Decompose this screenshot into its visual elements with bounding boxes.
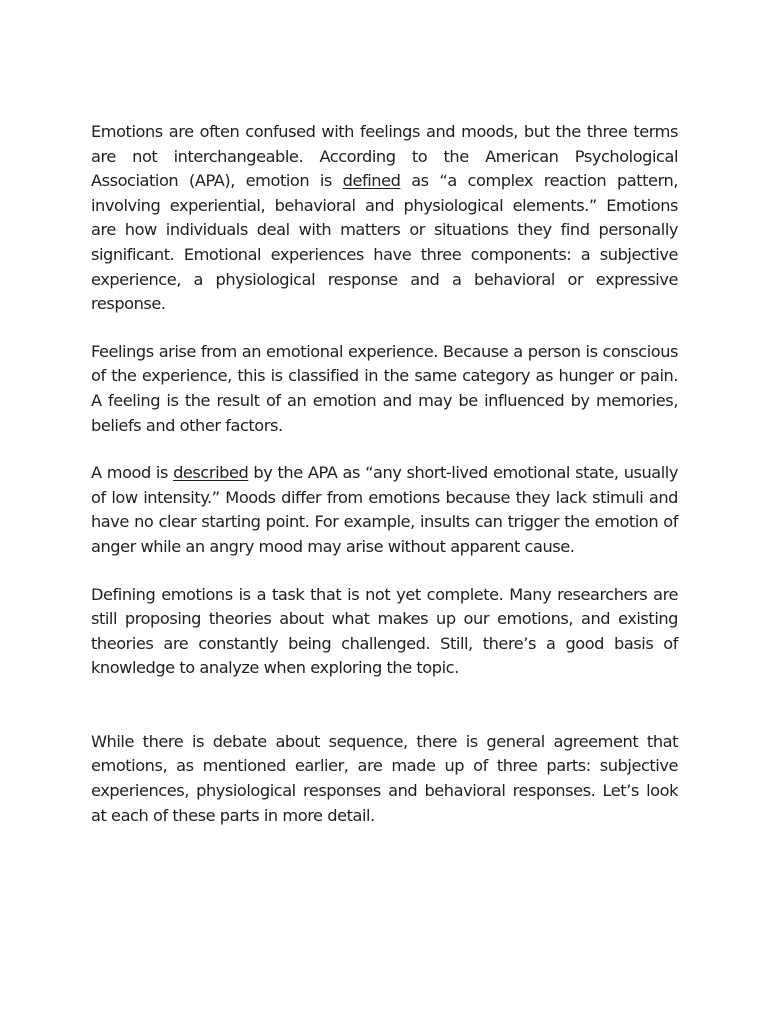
paragraph-text: Emotions are often confused with feelings and moods, but the three terms are not interchangeable. According to the American Psychological Association (APA), emotion is bbox=[91, 122, 678, 191]
document-body bbox=[91, 120, 678, 851]
paragraph-text: Feelings arise from an emotional experience. Because a person is conscious of the experience, this is classified in the same category as hunger or pain. A feeling is the result of an emotion and may be influenced by memories, beliefs and other factors. bbox=[91, 341, 678, 435]
defined-link[interactable]: defined bbox=[342, 171, 401, 191]
paragraph-text: A mood is bbox=[91, 463, 174, 483]
paragraph-text: While there is debate about sequence, there is general agreement that emotions, as mentioned earlier, are made up of three parts: subjective experiences, physiological responses and behavioral responses. Let’s look at each of these parts in more detail. bbox=[91, 731, 678, 825]
paragraph-three-parts bbox=[91, 730, 678, 828]
paragraph-defining-emotions bbox=[91, 583, 678, 681]
paragraph-emotions-definition bbox=[91, 120, 678, 317]
paragraph-text: Defining emotions is a task that is not yet complete. Many researchers are still proposing theories about what makes up our emotions, and existing theories are constantly being challenged. Still, there’s a good basis of knowledge to analyze when exploring the topic. bbox=[91, 584, 678, 678]
paragraph-feelings bbox=[91, 340, 678, 438]
described-link[interactable]: described bbox=[173, 463, 249, 483]
paragraph-mood bbox=[91, 461, 678, 559]
paragraph-text: as “a complex reaction pattern, involving experiential, behavioral and physiological elements.” Emotions are how individuals deal with matters or situations they find personally significant. Emotional experiences have three components: a subjective experience, a physiological response and a behavioral or expressive response. bbox=[91, 171, 678, 314]
paragraph-text: by the APA as “any short-lived emotional state, usually of low intensity.” Moods differ from emotions because they lack stimuli and have no clear starting point. For example, insults can trigger the emotion of anger while an angry mood may arise without apparent cause. bbox=[91, 463, 678, 556]
